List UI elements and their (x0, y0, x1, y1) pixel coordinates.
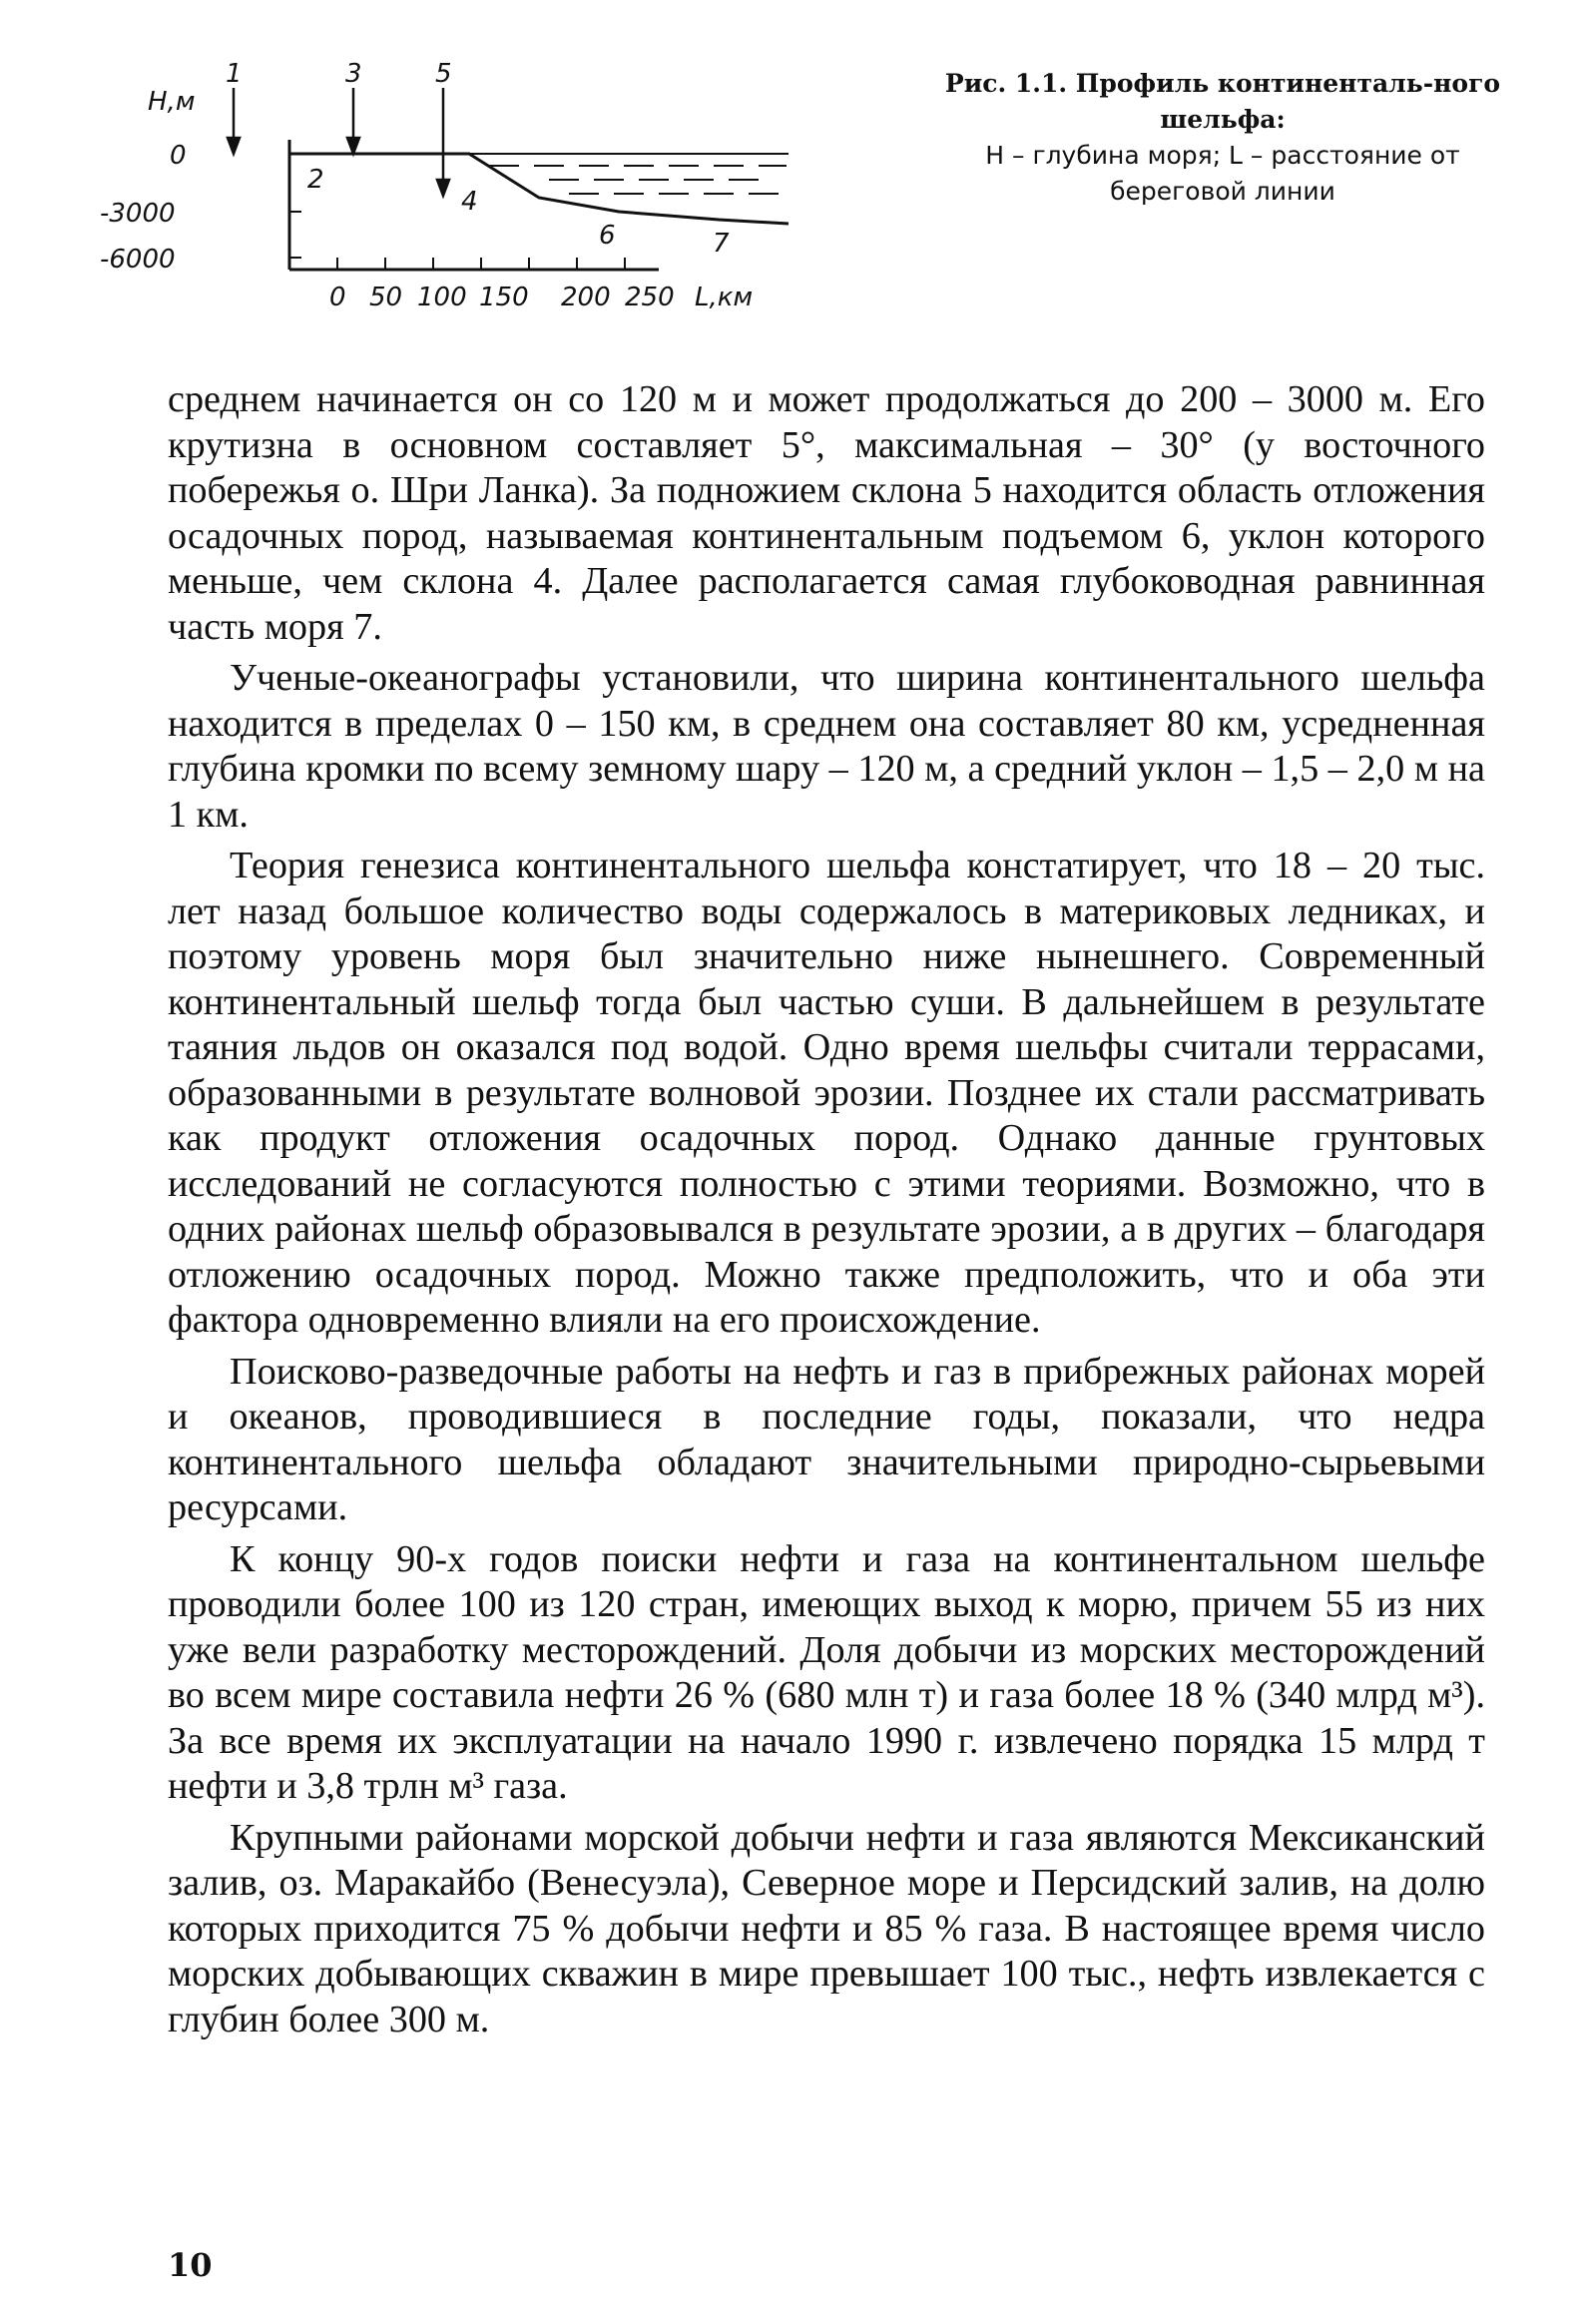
paragraph: Теория генезиса континентального шельфа констатирует, что 18 – 20 тыс. лет назад большое количество воды содержалось в материковых ледниках, и поэтому уровень моря был значительно ниже нынешнего. Современный континентальный шельф тогда был частью суши. В дальнейшем в результате таяния льдов он оказался под водой. Одно время шельфы считали террасами, образованными в результате волновой эрозии. Позднее их стали рассматривать как продукт отложения осадочных пород. Однако данные грунтовых исследований не согласуются полностью с этими теориями. Возможно, что в одних районах шельф образовывался в результате эрозии, а в других – благодаря отложению осадочных пород. Можно также предположить, что и оба эти фактора одновременно влияли на его происхождение. (168, 845, 1485, 1341)
paragraph: Поисково-разведочные работы на нефть и газ в прибрежных районах морей и океанов, проводившиеся в последние годы, показали, что недра континентального шельфа обладают значительными природно-сырьевыми ресурсами. (168, 1350, 1485, 1528)
zone-label: 7 (713, 229, 730, 259)
marker-label: 5 (435, 59, 452, 89)
y-tick-label: -3000 (100, 199, 176, 229)
x-tick-label: 200 (561, 283, 611, 312)
caption-title: Рис. 1.1. Профиль континенталь-ного шельфа: (944, 69, 1501, 134)
x-tick-label: 150 (479, 283, 529, 312)
shelf-profile-figure (100, 59, 908, 329)
marker-label: 1 (226, 59, 243, 89)
figure-caption (928, 66, 1517, 210)
zone-label: 2 (307, 165, 324, 195)
y-tick-label: -6000 (100, 245, 176, 275)
x-tick-label: 0 (329, 283, 346, 312)
x-tick-label: 100 (417, 283, 467, 312)
water-hatching (489, 166, 787, 194)
x-tick-label: 250 (625, 283, 675, 312)
page-number: 10 (168, 2246, 213, 2284)
paragraph: среднем начинается он со 120 м и может продолжаться до 200 – 3000 м. Его крутизна в основном составляет 5°, максимальная – 30° (у восточного побережья о. Шри Ланка). За подножием склона 5 находится область отложения осадочных пород, называемая континентальным подъемом 6, уклон которого меньше, чем склона 4. Далее располагается самая глубоководная равнинная часть моря 7. (168, 378, 1485, 648)
y-axis-label: H,м (148, 87, 196, 117)
y-tick-label: 0 (170, 141, 187, 171)
zone-label: 6 (599, 221, 616, 251)
marker-label: 3 (345, 59, 362, 89)
marker-arrows (228, 88, 449, 196)
x-tick-label: 50 (369, 283, 403, 312)
paragraph: Крупными районами морской добычи нефти и газа являются Мексиканский залив, оз. Маракайбо (Венесуэла), Северное море и Персидский залив, на долю которых приходится 75 % добычи нефти и 85 % газа. В настоящее время число морских добывающих скважин в мире превышает 100 тыс., нефть извлекается с глубин более 300 м. (168, 1816, 1485, 2040)
shelf-profile-diagram (100, 59, 908, 329)
seabed-profile (289, 154, 789, 224)
zone-label: 4 (461, 187, 478, 217)
caption-body: H – глубина моря; L – расстояние от береговой линии (985, 141, 1460, 206)
paragraph: Ученые-океанографы установили, что ширина континентального шельфа находится в пределах 0 – 150 км, в среднем она составляет 80 км, усредненная глубина кромки по всему земному шару – 120 м, а средний уклон – 1,5 – 2,0 м на 1 км. (168, 657, 1485, 836)
paragraph: К концу 90-х годов поиски нефти и газа на континентальном шельфе проводили более 100 из 120 стран, имеющих выход к морю, причем 55 из них уже вели разработку месторождений. Доля добычи из морских месторождений во всем мире составила нефти 26 % (680 млн т) и газа более 18 % (340 млрд м³). За все время их эксплуатации на начало 1990 г. извлечено порядка 15 млрд т нефти и 3,8 трлн м³ газа. (168, 1537, 1485, 1807)
x-axis-label: L,км (695, 283, 754, 312)
body-text (168, 377, 1485, 2042)
